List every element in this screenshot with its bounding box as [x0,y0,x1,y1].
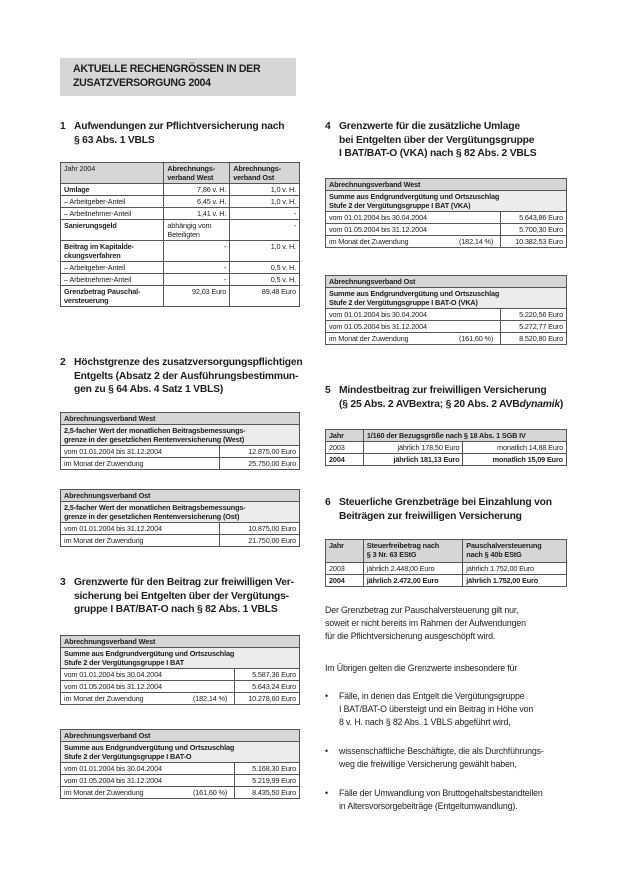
row-label: Umlage [61,184,164,196]
percentage: (161,60 %) [458,334,494,343]
banner-line-1: AKTUELLE RECHENGRÖSSEN IN DER [73,63,261,75]
heading-line: Grenzwerte für den Beitrag zur freiwilligen Ver- [74,577,294,588]
heading-line: Mindestbeitrag zur freiwilligen Versicherung [339,385,547,396]
table-row [326,212,567,224]
header-cell: Jahr [326,430,364,442]
value-ost: 1,0 v. H. [230,196,300,208]
table-row [61,763,300,775]
row-label: – Arbeitnehmer-Anteil [61,274,164,286]
table-row [326,236,567,248]
header-cell: Pauschalversteuerung nach § 40b EStG [463,540,567,563]
section-2-heading [60,356,303,397]
row-label: vom 01.01.2004 bis 31.12.2004 [61,446,220,458]
table-row [61,669,300,681]
row-value: 5.272,77 Euro [501,321,567,333]
bullet-icon: • [325,788,328,798]
value-west: - [164,241,230,262]
heading-line: § 63 Abs. 1 VBLS [74,134,155,146]
table-subtitle: Summe aus Endgrundvergütung und Ortszuschlag Stufe 2 der Vergütungsgruppe I BAT [61,648,300,669]
section-number: 5 [325,385,331,396]
value-west: abhängig vom Beteiligten [164,220,230,241]
surcharge-ost-table [325,275,567,345]
row-label: vom 01.05.2004 bis 31.12.2004 [326,224,501,236]
table-title: Abrechnungsverband Ost [61,490,300,502]
table-row [61,681,300,693]
flat-tax-cell: jährlich 1.752,00 Euro [463,575,567,587]
heading-line: (§ 25 Abs. 2 AVBextra; § 20 Abs. 2 AVBdynamik) [339,398,564,410]
table-row [61,286,300,307]
bullet-icon: • [325,746,328,756]
row-value: 8.435,50 Euro [235,787,300,799]
table-header-row [61,163,300,184]
row-value: 21.750,00 Euro [220,535,300,547]
table-row [61,787,300,799]
row-label: vom 01.05.2004 bis 31.12.2004 [61,775,235,787]
value-west: 92,03 Euro [164,286,230,307]
paragraph-intro: Im Übrigen gelten die Grenzwerte insbesondere für [325,663,518,673]
year-cell: 2003 [326,563,364,575]
table-title: Abrechnungsverband Ost [61,730,300,742]
year-cell: 2003 [326,442,364,454]
row-label: im Monat der Zuwendung [61,535,220,547]
table-subtitle: 2,5-facher Wert der monatlichen Beitragsbemessungs- grenze in der gesetzlichen Rentenversicherung (West) [61,425,300,446]
table-row [61,184,300,196]
value-ost: 0,5 v. H. [230,274,300,286]
table-row [326,224,567,236]
section-number: 6 [325,497,331,508]
section-4-heading [325,120,567,161]
table-row [61,775,300,787]
row-label: vom 01.05.2004 bis 31.12.2004 [61,681,235,693]
row-value: 5.220,56 Euro [501,309,567,321]
row-label: Beitrag im Kapitalde- ckungsverfahren [61,241,164,262]
table-row [61,208,300,220]
table-title: Abrechnungsverband West [326,179,567,191]
table-row [61,196,300,208]
banner-line-2: ZUSATZVERSORGUNG 2004 [73,76,211,89]
table-row [326,309,567,321]
table-row [61,262,300,274]
value-west: - [164,274,230,286]
heading-line: I BAT/BAT-O (VKA) nach § 82 Abs. 2 VBLS [339,148,537,160]
table-row [326,321,567,333]
section-3-heading [60,576,300,617]
row-value: 8.520,80 Euro [501,333,567,345]
row-label: im Monat der Zuwendung (182,14 %) [61,693,235,705]
value-west: 7,86 v. H. [164,184,230,196]
section-5-heading [325,384,567,411]
header-cell: Abrechnungs- verband West [164,163,230,184]
voluntary-ost-table [60,729,300,799]
row-label: vom 01.05.2004 bis 31.12.2004 [326,321,501,333]
row-value: 5.168,30 Euro [235,763,300,775]
header-cell: Abrechnungs- verband Ost [230,163,300,184]
monthly-cell: monatlich 14,88 Euro [463,442,567,454]
row-label: vom 01.01.2004 bis 30.04.2004 [61,669,235,681]
table-row [326,333,567,345]
row-label: im Monat der Zuwendung (161,60 %) [61,787,235,799]
percentage: (161,60 %) [192,788,228,797]
heading-line: Beiträgen zur freiwilligen Versicherung [339,510,522,522]
monthly-cell: monatlich 15,09 Euro [463,454,567,466]
row-label: – Arbeitnehmer-Anteil [61,208,164,220]
value-ost: 1,0 v. H. [230,241,300,262]
yearly-cell: jährlich 178,50 Euro [363,442,463,454]
flat-tax-cell: jährlich 1.752,00 Euro [463,563,567,575]
value-west: 6,45 v. H. [164,196,230,208]
value-west: 1,41 v. H. [164,208,230,220]
header-cell: Steuerfreibetrag nach § 3 Nr. 63 EStG [363,540,462,563]
row-label: im Monat der Zuwendung (182,14 %) [326,236,501,248]
tax-free-cell: jährlich 2.472,00 Euro [363,575,462,587]
section-1-heading [60,120,300,147]
heading-line: Steuerliche Grenzbeträge bei Einzahlung von [339,497,552,508]
row-value: 5.643,86 Euro [501,212,567,224]
table-row [61,523,300,535]
row-value: 12.875,00 Euro [220,446,300,458]
heading-line: gen zu § 64 Abs. 4 Satz 1 VBLS) [74,384,224,396]
row-label: im Monat der Zuwendung (161,60 %) [326,333,501,345]
table-subtitle: 2,5-facher Wert der monatlichen Beitragsbemessungs- grenze in der gesetzlichen Rentenversicherung (Ost) [61,502,300,523]
tax-limits-table [325,539,567,587]
row-value: 10.278,60 Euro [235,693,300,705]
row-value: 5.587,36 Euro [235,669,300,681]
table-row [61,458,300,470]
surcharge-west-table [325,178,567,248]
max-limit-ost-table [60,489,300,547]
bullet-item: • Fälle der Umwandlung von Bruttogehaltsbestandteilen in Altersvorsorgebeiträge (Entgeltumwandlung). [325,788,543,811]
table-row [61,220,300,241]
section-number: 2 [60,357,66,368]
row-label: vom 01.01.2004 bis 30.04.2004 [326,309,501,321]
section-number: 4 [325,121,331,132]
row-value: 5.219,99 Euro [235,775,300,787]
percentage: (182,14 %) [192,694,228,703]
row-label: im Monat der Zuwendung [61,458,220,470]
table-row [61,535,300,547]
value-ost: 1,0 v. H. [230,184,300,196]
row-value: 25.750,00 Euro [220,458,300,470]
value-ost: 89,48 Euro [230,286,300,307]
row-label: Sanierungsgeld [61,220,164,241]
bullet-item: • wissenschaftliche Beschäftigte, die als Durchführungs- weg die freiwillige Versicherung gewählt haben, [325,746,544,769]
tax-free-cell: jährlich 2.448,00 Euro [363,563,462,575]
row-value: 10.875,00 Euro [220,523,300,535]
year-cell: 2004 [326,454,364,466]
heading-line: Entgelts (Absatz 2 der Ausführungsbestimmun- [74,370,299,382]
table-row [326,442,567,454]
row-value: 5.700,30 Euro [501,224,567,236]
heading-line: Grenzwerte für die zusätzliche Umlage [339,121,520,132]
row-value: 10.382,53 Euro [501,236,567,248]
heading-line: bei Entgelten über der Vergütungsgruppe [339,134,535,146]
contributions-table [60,162,300,307]
heading-line: Aufwendungen zur Pflichtversicherung nach [74,121,285,132]
table-row [61,274,300,286]
percentage: (182,14 %) [458,237,494,246]
table-row [326,575,567,587]
table-row [326,454,567,466]
table-row [61,241,300,262]
row-label: vom 01.01.2004 bis 31.12.2004 [61,523,220,535]
max-limit-west-table [60,412,300,470]
section-number: 1 [60,121,66,132]
table-row [61,693,300,705]
table-header-row [326,540,567,563]
value-west: - [164,262,230,274]
table-title: Abrechnungsverband Ost [326,276,567,288]
header-cell: 1/160 der Bezugsgröße nach § 18 Abs. 1 SGB IV [363,430,566,442]
row-label: Grenzbetrag Pauschal- versteuerung [61,286,164,307]
year-cell: 2004 [326,575,364,587]
section-6-heading [325,496,567,523]
table-row [326,563,567,575]
heading-line: gruppe I BAT/BAT-O nach § 82 Abs. 1 VBLS [74,604,278,616]
heading-line: Höchstgrenze des zusatzversorgungspflichtigen [74,357,303,368]
row-label: – Arbeitgeber-Anteil [61,196,164,208]
bullet-item: • Fälle, in denen das Entgelt die Vergütungsgruppe I BAT/BAT-O übersteigt und ein Beitrag in Höhe von 8 v. H. nach § 82 Abs. 1 VBLS abgeführt wird, [325,691,534,727]
paragraph-flat-tax-note: Der Grenzbetrag zur Pauschalversteuerung gilt nur, soweit er nicht bereits im Rahmen der Aufwendungen für die Pflichtversicherung ausgeschöpft wird. [325,605,526,641]
value-ost: - [230,220,300,241]
heading-line: sicherung bei Entgelten über der Vergütungs- [74,590,289,602]
value-ost: - [230,208,300,220]
table-row [61,446,300,458]
voluntary-west-table [60,635,300,705]
minimum-contribution-table [325,429,567,466]
table-header-row [326,430,567,442]
row-label: vom 01.01.2004 bis 30.04.2004 [61,763,235,775]
header-cell: Jahr [326,540,364,563]
table-subtitle: Summe aus Endgrundvergütung und Ortszuschlag Stufe 2 der Vergütungsgruppe I BAT-O [61,742,300,763]
header-cell: Jahr 2004 [61,163,164,184]
table-subtitle: Summe aus Endgrundvergütung und Ortszuschlag Stufe 2 der Vergütungsgruppe I BAT (VKA) [326,191,567,212]
bullet-icon: • [325,691,328,701]
section-banner [60,58,296,96]
table-subtitle: Summe aus Endgrundvergütung und Ortszuschlag Stufe 2 der Vergütungsgruppe I BAT-O (VKA) [326,288,567,309]
row-label: vom 01.01.2004 bis 30.04.2004 [326,212,501,224]
table-title: Abrechnungsverband West [61,636,300,648]
value-ost: 0,5 v. H. [230,262,300,274]
section-number: 3 [60,577,66,588]
row-value: 5.643,24 Euro [235,681,300,693]
row-label: – Arbeitgeber-Anteil [61,262,164,274]
table-title: Abrechnungsverband West [61,413,300,425]
yearly-cell: jährlich 181,13 Euro [363,454,463,466]
